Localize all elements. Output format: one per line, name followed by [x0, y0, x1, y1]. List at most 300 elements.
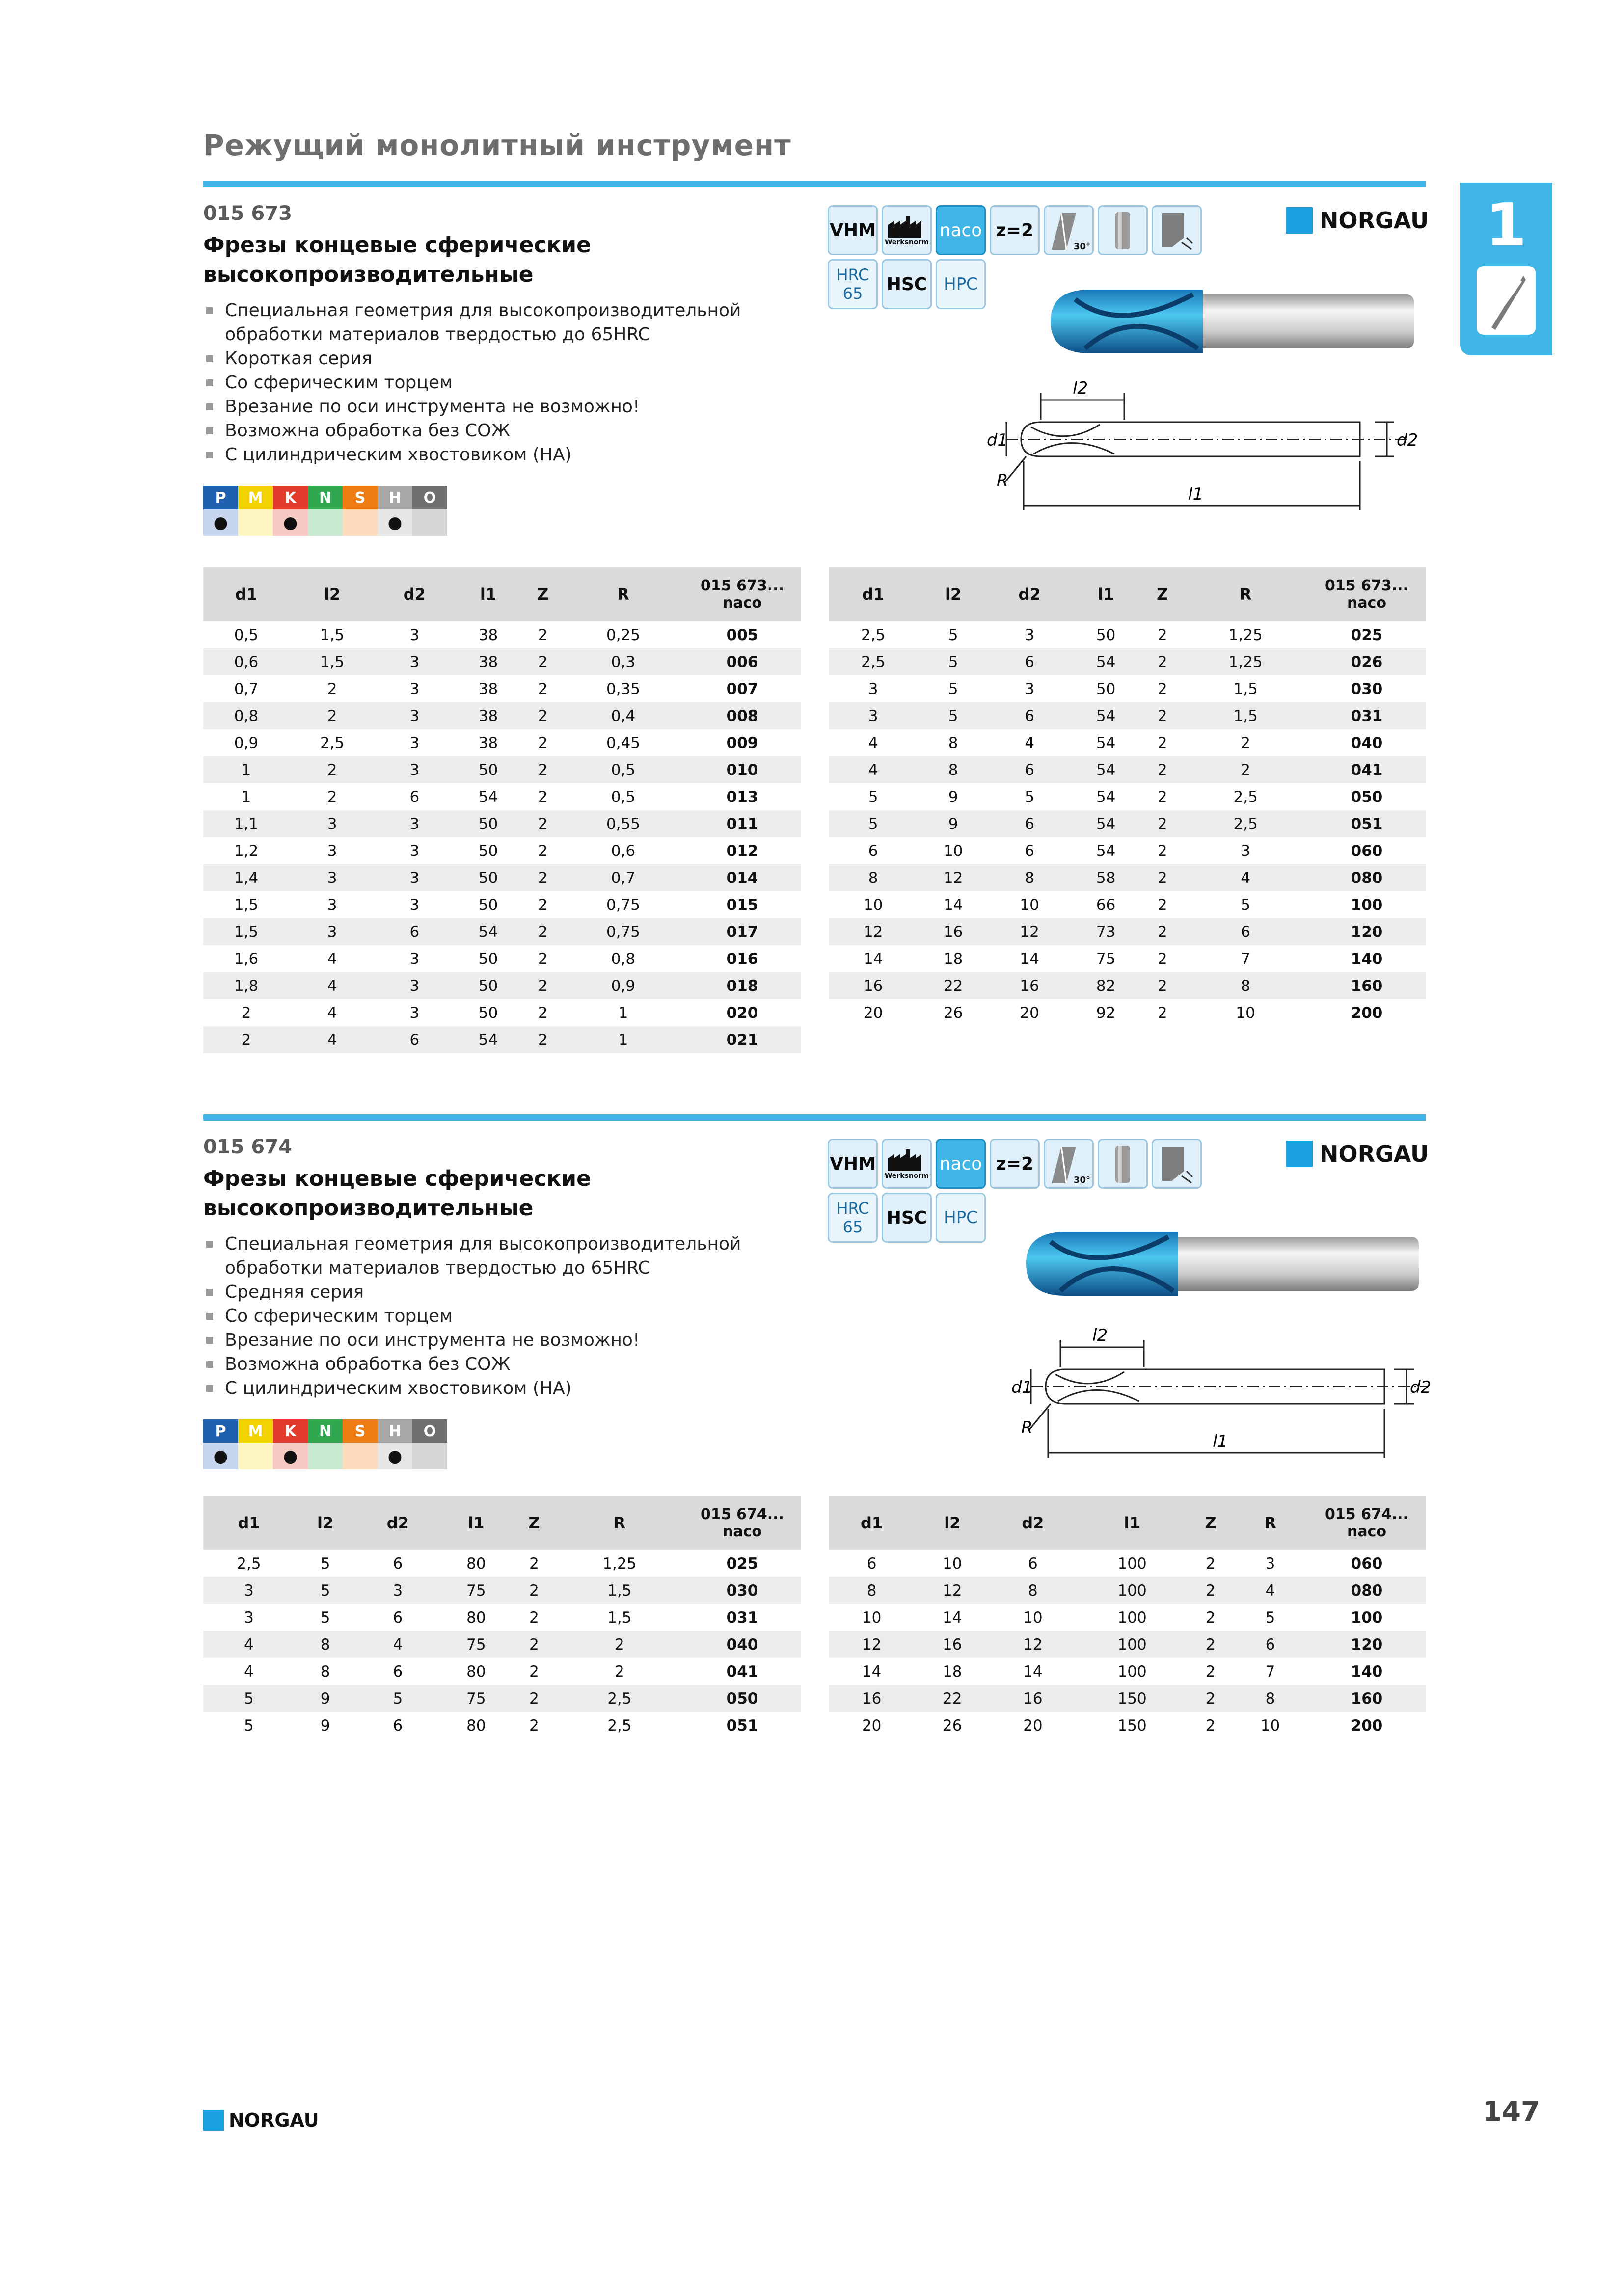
table-cell: 12 [829, 1631, 915, 1658]
feature-item: Возможна обработка без СОЖ [203, 419, 741, 443]
brand-logo [1286, 1141, 1429, 1167]
table-cell: 0,6 [611, 842, 636, 860]
column-header: l2 [915, 1496, 990, 1550]
order-code-cell: 020 [726, 1004, 758, 1022]
table-cell: 3 [1025, 680, 1034, 698]
table-cell: 2 [1189, 1577, 1233, 1604]
table-cell: 38 [454, 702, 522, 729]
material-grid [203, 486, 447, 536]
table-cell: 2 [538, 1004, 548, 1022]
order-code-cell: 051 [726, 1716, 758, 1735]
table-cell: 75 [440, 1577, 513, 1604]
table-cell: 6 [866, 1554, 877, 1573]
table-cell: 3 [409, 1004, 420, 1022]
table-cell: 16 [990, 1685, 1076, 1712]
material-dot: ● [203, 1443, 238, 1469]
table-cell: 2 [241, 1004, 251, 1022]
feature-item: Врезание по оси инструмента не возможно! [203, 395, 741, 419]
werksnorm-icon [882, 205, 932, 255]
order-code-cell: 120 [1308, 1631, 1426, 1658]
order-code-cell: 080 [1308, 1577, 1426, 1604]
table-cell: 22 [918, 972, 989, 999]
table-cell: 14 [1020, 950, 1039, 968]
spec-table-left [203, 567, 801, 1053]
table-row [829, 999, 1426, 1026]
product-title-line: высокопроизводительные [203, 262, 534, 287]
table-cell: 3 [375, 810, 454, 837]
column-header: Z [1189, 1496, 1233, 1550]
table-cell: 4 [289, 1026, 375, 1053]
material-dot: ● [273, 509, 308, 536]
table-cell: 4 [244, 1662, 254, 1681]
table-cell: 2 [538, 788, 548, 806]
table-cell: 6 [393, 1716, 403, 1735]
material-grid [203, 1419, 447, 1469]
table-cell: 3 [1265, 1554, 1275, 1573]
table-cell: 0,8 [611, 950, 636, 968]
table-cell: 2 [523, 702, 563, 729]
table-cell: 54 [1070, 756, 1141, 783]
table-cell: 3 [327, 842, 337, 860]
hrc-value: 65 [842, 284, 863, 303]
feature-item: Со сферическим торцем [203, 1304, 741, 1328]
table-cell: 54 [1070, 648, 1141, 675]
table-cell: 1,2 [234, 842, 259, 860]
table-cell: 5 [868, 788, 878, 806]
feature-item: Со сферическим торцем [203, 371, 741, 395]
material-label: O [412, 486, 447, 509]
table-cell: 3 [868, 680, 878, 698]
table-cell: 5 [918, 648, 989, 675]
table-cell: 20 [1023, 1716, 1043, 1735]
ball-end-icon [1152, 205, 1202, 255]
hsc-icon: HSC [882, 259, 932, 309]
table-cell: 3 [375, 756, 454, 783]
table-row [203, 1604, 801, 1631]
table-cell: 10 [943, 842, 963, 860]
table-cell: 8 [989, 864, 1070, 891]
table-header-row [203, 567, 801, 621]
section-rule [203, 1114, 1426, 1121]
brand-name: NORGAU [1320, 207, 1429, 234]
table-cell: 22 [915, 1685, 990, 1712]
table-cell: 0,5 [234, 626, 259, 644]
page-title: Режущий монолитный инструмент [203, 129, 791, 162]
order-code-cell: 160 [1308, 1685, 1426, 1712]
material-label: M [238, 1419, 273, 1443]
order-code-cell: 031 [726, 1608, 758, 1627]
table-cell: 2 [538, 842, 548, 860]
coating-header: naco [1347, 594, 1386, 612]
table-cell: 2,5 [607, 1716, 632, 1735]
table-cell: 3 [409, 842, 420, 860]
table-cell: 9 [295, 1685, 356, 1712]
table-row [203, 1685, 801, 1712]
column-header: l1 [1076, 1496, 1189, 1550]
order-code-cell: 010 [683, 756, 801, 783]
table-cell: 26 [942, 1716, 962, 1735]
page-number: 147 [1483, 2096, 1540, 2128]
column-header: l2 [918, 567, 989, 621]
order-code-cell: 006 [683, 648, 801, 675]
column-header: l2 [289, 567, 375, 621]
table-cell: 5 [320, 1554, 330, 1573]
header-rule [203, 181, 1426, 187]
column-header: Z [1141, 567, 1183, 621]
table-cell: 8 [1233, 1685, 1308, 1712]
column-header: d1 [829, 567, 918, 621]
table-cell: 5 [1025, 788, 1034, 806]
table-cell: 75 [1096, 950, 1116, 968]
dim-r-label: R [1021, 1418, 1033, 1438]
column-header: d2 [356, 1496, 439, 1550]
tool-dimension-drawing [1011, 1320, 1434, 1463]
table-cell: 8 [918, 756, 989, 783]
feature-item: С цилиндрическим хвостовиком (HA) [203, 1376, 741, 1400]
table-cell: 4 [356, 1631, 439, 1658]
order-code-cell: 017 [683, 918, 801, 945]
table-cell: 1,5 [607, 1608, 632, 1627]
table-cell: 3 [289, 864, 375, 891]
table-cell: 0,25 [606, 626, 640, 644]
feature-item: Короткая серия [203, 347, 741, 371]
vhm-icon: VHM [828, 1139, 878, 1189]
table-cell: 10 [1023, 1608, 1043, 1627]
table-header-row [829, 1496, 1426, 1550]
table-cell: 150 [1076, 1685, 1189, 1712]
table-cell: 50 [478, 896, 498, 914]
column-header: l1 [440, 1496, 513, 1550]
hrc-label: HRC [836, 266, 869, 284]
table-cell: 0,75 [563, 918, 683, 945]
table-row [203, 945, 801, 972]
dim-l1-label: l1 [1213, 1432, 1228, 1451]
footer-brand-name: NORGAU [229, 2109, 319, 2131]
table-cell: 2,5 [829, 648, 918, 675]
dim-d2-label: d2 [1397, 430, 1418, 450]
column-header: d1 [829, 1496, 915, 1550]
feature-item: С цилиндрическим хвостовиком (HA) [203, 443, 741, 467]
table-cell: 0,9 [563, 972, 683, 999]
table-row [829, 918, 1426, 945]
product-code: 015 673 [203, 202, 292, 225]
table-cell: 54 [1070, 810, 1141, 837]
order-code-cell: 060 [1351, 842, 1383, 860]
table-row [829, 972, 1426, 999]
table-cell: 2 [614, 1662, 624, 1681]
table-cell: 2,5 [1183, 810, 1308, 837]
table-row [203, 1026, 801, 1053]
table-row [203, 810, 801, 837]
order-code-cell: 007 [726, 680, 758, 698]
order-code-cell: 200 [1351, 1716, 1383, 1735]
table-cell: 4 [327, 950, 337, 968]
table-cell: 50 [478, 842, 498, 860]
table-row [829, 1658, 1426, 1685]
table-cell: 20 [862, 1716, 882, 1735]
table-cell: 0,7 [234, 680, 259, 698]
table-row [829, 1577, 1426, 1604]
table-cell: 8 [320, 1662, 330, 1681]
order-code-cell: 051 [1308, 810, 1426, 837]
table-cell: 2 [513, 1685, 555, 1712]
table-cell: 2 [1157, 950, 1167, 968]
column-header: d2 [375, 567, 454, 621]
table-row [203, 1577, 801, 1604]
order-code-cell: 100 [1351, 1608, 1383, 1627]
table-cell: 2 [327, 788, 337, 806]
order-code-cell: 014 [683, 864, 801, 891]
feature-list [203, 1232, 741, 1400]
table-cell: 0,75 [606, 896, 640, 914]
coating-header: naco [723, 1523, 762, 1540]
dim-d1-label: d1 [1011, 1378, 1033, 1397]
table-cell: 80 [466, 1662, 486, 1681]
table-cell: 2 [289, 756, 375, 783]
table-row [203, 621, 801, 648]
table-row [203, 972, 801, 999]
table-cell: 2 [1141, 972, 1183, 999]
column-header: d1 [203, 1496, 295, 1550]
column-header-code [1308, 1496, 1426, 1550]
order-code-cell: 016 [726, 950, 758, 968]
table-cell: 2 [523, 864, 563, 891]
table-row [203, 918, 801, 945]
material-dot: ● [378, 509, 412, 536]
code-header: 015 673... [1325, 577, 1408, 594]
table-cell: 82 [1070, 972, 1141, 999]
order-code-cell: 060 [1351, 1554, 1383, 1573]
feature-item-cont: обработки материалов твердостью до 65HRC [225, 324, 650, 345]
spec-table-left [203, 1496, 801, 1739]
table-cell: 2,5 [861, 626, 886, 644]
table-row [203, 648, 801, 675]
material-dot [238, 509, 273, 536]
table-row [203, 675, 801, 702]
feature-icons-row-1 [828, 205, 1202, 255]
table-cell: 5 [320, 1608, 330, 1627]
material-dot: ● [378, 1443, 412, 1469]
table-cell: 2 [1206, 1554, 1216, 1573]
table-cell: 3 [409, 950, 420, 968]
table-cell: 6 [1233, 1631, 1308, 1658]
table-cell: 5 [244, 1716, 254, 1735]
table-cell: 2 [538, 734, 548, 752]
table-cell: 73 [1070, 918, 1141, 945]
table-cell: 0,45 [606, 734, 640, 752]
hsc-icon: HSC [882, 1193, 932, 1243]
table-row [829, 702, 1426, 729]
table-cell: 4 [1183, 864, 1308, 891]
dim-d1-label: d1 [987, 430, 1008, 450]
table-cell: 2 [513, 1631, 555, 1658]
table-cell: 3 [244, 1608, 254, 1627]
table-row [203, 864, 801, 891]
table-cell: 2 [1183, 756, 1308, 783]
table-row [203, 891, 801, 918]
material-label: S [343, 486, 378, 509]
table-cell: 100 [1117, 1554, 1147, 1573]
table-cell: 1,25 [602, 1554, 637, 1573]
order-code-cell: 160 [1308, 972, 1426, 999]
order-code-cell: 012 [726, 842, 758, 860]
table-cell: 3 [409, 896, 420, 914]
table-cell: 3 [356, 1577, 439, 1604]
product-title [203, 231, 591, 290]
material-label: O [412, 1419, 447, 1443]
table-cell: 12 [989, 918, 1070, 945]
cylindrical-shank-icon [1098, 1139, 1148, 1189]
table-cell: 10 [1020, 896, 1039, 914]
table-row [203, 999, 801, 1026]
table-cell: 3 [375, 864, 454, 891]
table-cell: 0,9 [234, 734, 259, 752]
table-cell: 50 [454, 810, 522, 837]
material-label: S [343, 1419, 378, 1443]
table-cell: 3 [1025, 626, 1034, 644]
table-cell: 2 [327, 680, 337, 698]
dim-r-label: R [997, 471, 1008, 490]
table-cell: 26 [943, 1004, 963, 1022]
table-cell: 5 [1241, 896, 1251, 914]
table-cell: 54 [478, 788, 498, 806]
order-code-cell: 050 [1351, 788, 1383, 806]
order-code-cell: 021 [683, 1026, 801, 1053]
table-row [829, 864, 1426, 891]
feature-icons-row-1 [828, 1139, 1202, 1189]
material-dot [238, 1443, 273, 1469]
table-cell: 100 [1117, 1608, 1147, 1627]
table-cell: 1,25 [1228, 626, 1263, 644]
table-cell: 1,8 [203, 972, 289, 999]
table-cell: 3 [327, 896, 337, 914]
material-label: P [203, 1419, 238, 1443]
feature-item-cont: обработки материалов твердостью до 65HRC [225, 1258, 650, 1278]
coating-header: naco [1347, 1523, 1386, 1540]
table-row [203, 783, 801, 810]
table-cell: 3 [289, 810, 375, 837]
table-cell: 18 [942, 1662, 962, 1681]
table-cell: 6 [409, 788, 420, 806]
table-cell: 1,1 [203, 810, 289, 837]
table-cell: 3 [409, 626, 420, 644]
table-cell: 38 [478, 680, 498, 698]
feature-item: Возможна обработка без СОЖ [203, 1352, 741, 1376]
column-header: d2 [989, 567, 1070, 621]
table-cell: 16 [829, 1685, 915, 1712]
feature-icons-row-2 [828, 1193, 986, 1243]
table-cell: 16 [989, 972, 1070, 999]
table-cell: 2 [1206, 1608, 1216, 1627]
material-label: N [308, 1419, 343, 1443]
table-cell: 6 [989, 648, 1070, 675]
table-cell: 54 [454, 918, 522, 945]
table-cell: 2,5 [320, 734, 345, 752]
table-cell: 5 [203, 1685, 295, 1712]
table-row [829, 1685, 1426, 1712]
table-row [203, 837, 801, 864]
table-cell: 0,3 [563, 648, 683, 675]
dim-d2-label: d2 [1410, 1378, 1432, 1397]
table-cell: 1,6 [234, 950, 259, 968]
table-cell: 2 [538, 626, 548, 644]
table-cell: 92 [1096, 1004, 1116, 1022]
section-number: 1 [1486, 191, 1527, 260]
table-row [829, 891, 1426, 918]
table-cell: 50 [454, 864, 522, 891]
table-cell: 2 [289, 702, 375, 729]
table-cell: 2 [538, 680, 548, 698]
table-cell: 2 [529, 1554, 539, 1573]
table-cell: 66 [1096, 896, 1116, 914]
feature-item: Врезание по оси инструмента не возможно! [203, 1328, 741, 1352]
order-code-cell: 050 [683, 1685, 801, 1712]
table-cell: 10 [1260, 1716, 1280, 1735]
table-cell: 38 [454, 648, 522, 675]
table-cell: 2,5 [1233, 788, 1258, 806]
table-row [829, 783, 1426, 810]
werksnorm-label: Werksnorm [884, 239, 929, 246]
order-code-cell: 030 [1351, 680, 1383, 698]
table-cell: 54 [1096, 734, 1116, 752]
table-cell: 50 [1096, 626, 1116, 644]
table-cell: 6 [393, 1608, 403, 1627]
table-cell: 10 [863, 896, 883, 914]
coating-header: naco [723, 594, 762, 612]
code-header: 015 674... [1325, 1506, 1408, 1523]
column-header: R [556, 1496, 683, 1550]
code-header: 015 673... [701, 577, 784, 594]
table-cell: 100 [1076, 1631, 1189, 1658]
table-cell: 12 [918, 864, 989, 891]
table-cell: 4 [829, 756, 918, 783]
table-cell: 6 [1028, 1554, 1038, 1573]
table-cell: 2 [1157, 680, 1167, 698]
table-row [203, 1658, 801, 1685]
table-cell: 0,5 [611, 788, 636, 806]
table-row [203, 1631, 801, 1658]
table-cell: 0,6 [203, 648, 289, 675]
table-cell: 1,4 [203, 864, 289, 891]
table-row [829, 1550, 1426, 1577]
section-tab [1460, 183, 1552, 355]
table-cell: 3 [375, 702, 454, 729]
column-header: R [1183, 567, 1308, 621]
table-cell: 16 [829, 972, 918, 999]
ball-end-icon [1152, 1139, 1202, 1189]
table-cell: 2 [1206, 1716, 1216, 1735]
material-label: K [273, 1419, 308, 1443]
material-dot [343, 1443, 378, 1469]
table-cell: 0,8 [203, 702, 289, 729]
table-cell: 9 [320, 1716, 330, 1735]
hpc-icon: HPC [936, 1193, 986, 1243]
table-cell: 2 [1141, 918, 1183, 945]
spec-table-right [829, 567, 1426, 1026]
table-cell: 8 [829, 864, 918, 891]
footer-brand [203, 2109, 319, 2131]
product-title-line: Фрезы концевые сферические [203, 233, 591, 258]
table-cell: 54 [1096, 842, 1116, 860]
table-cell: 100 [1076, 1577, 1189, 1604]
table-cell: 2 [203, 1026, 289, 1053]
table-cell: 1 [203, 756, 289, 783]
product-title-line: высокопроизводительные [203, 1196, 534, 1221]
order-code-cell: 080 [1308, 864, 1426, 891]
helix-angle-icon [1044, 205, 1094, 255]
material-label: H [378, 1419, 412, 1443]
table-cell: 2 [513, 1577, 555, 1604]
